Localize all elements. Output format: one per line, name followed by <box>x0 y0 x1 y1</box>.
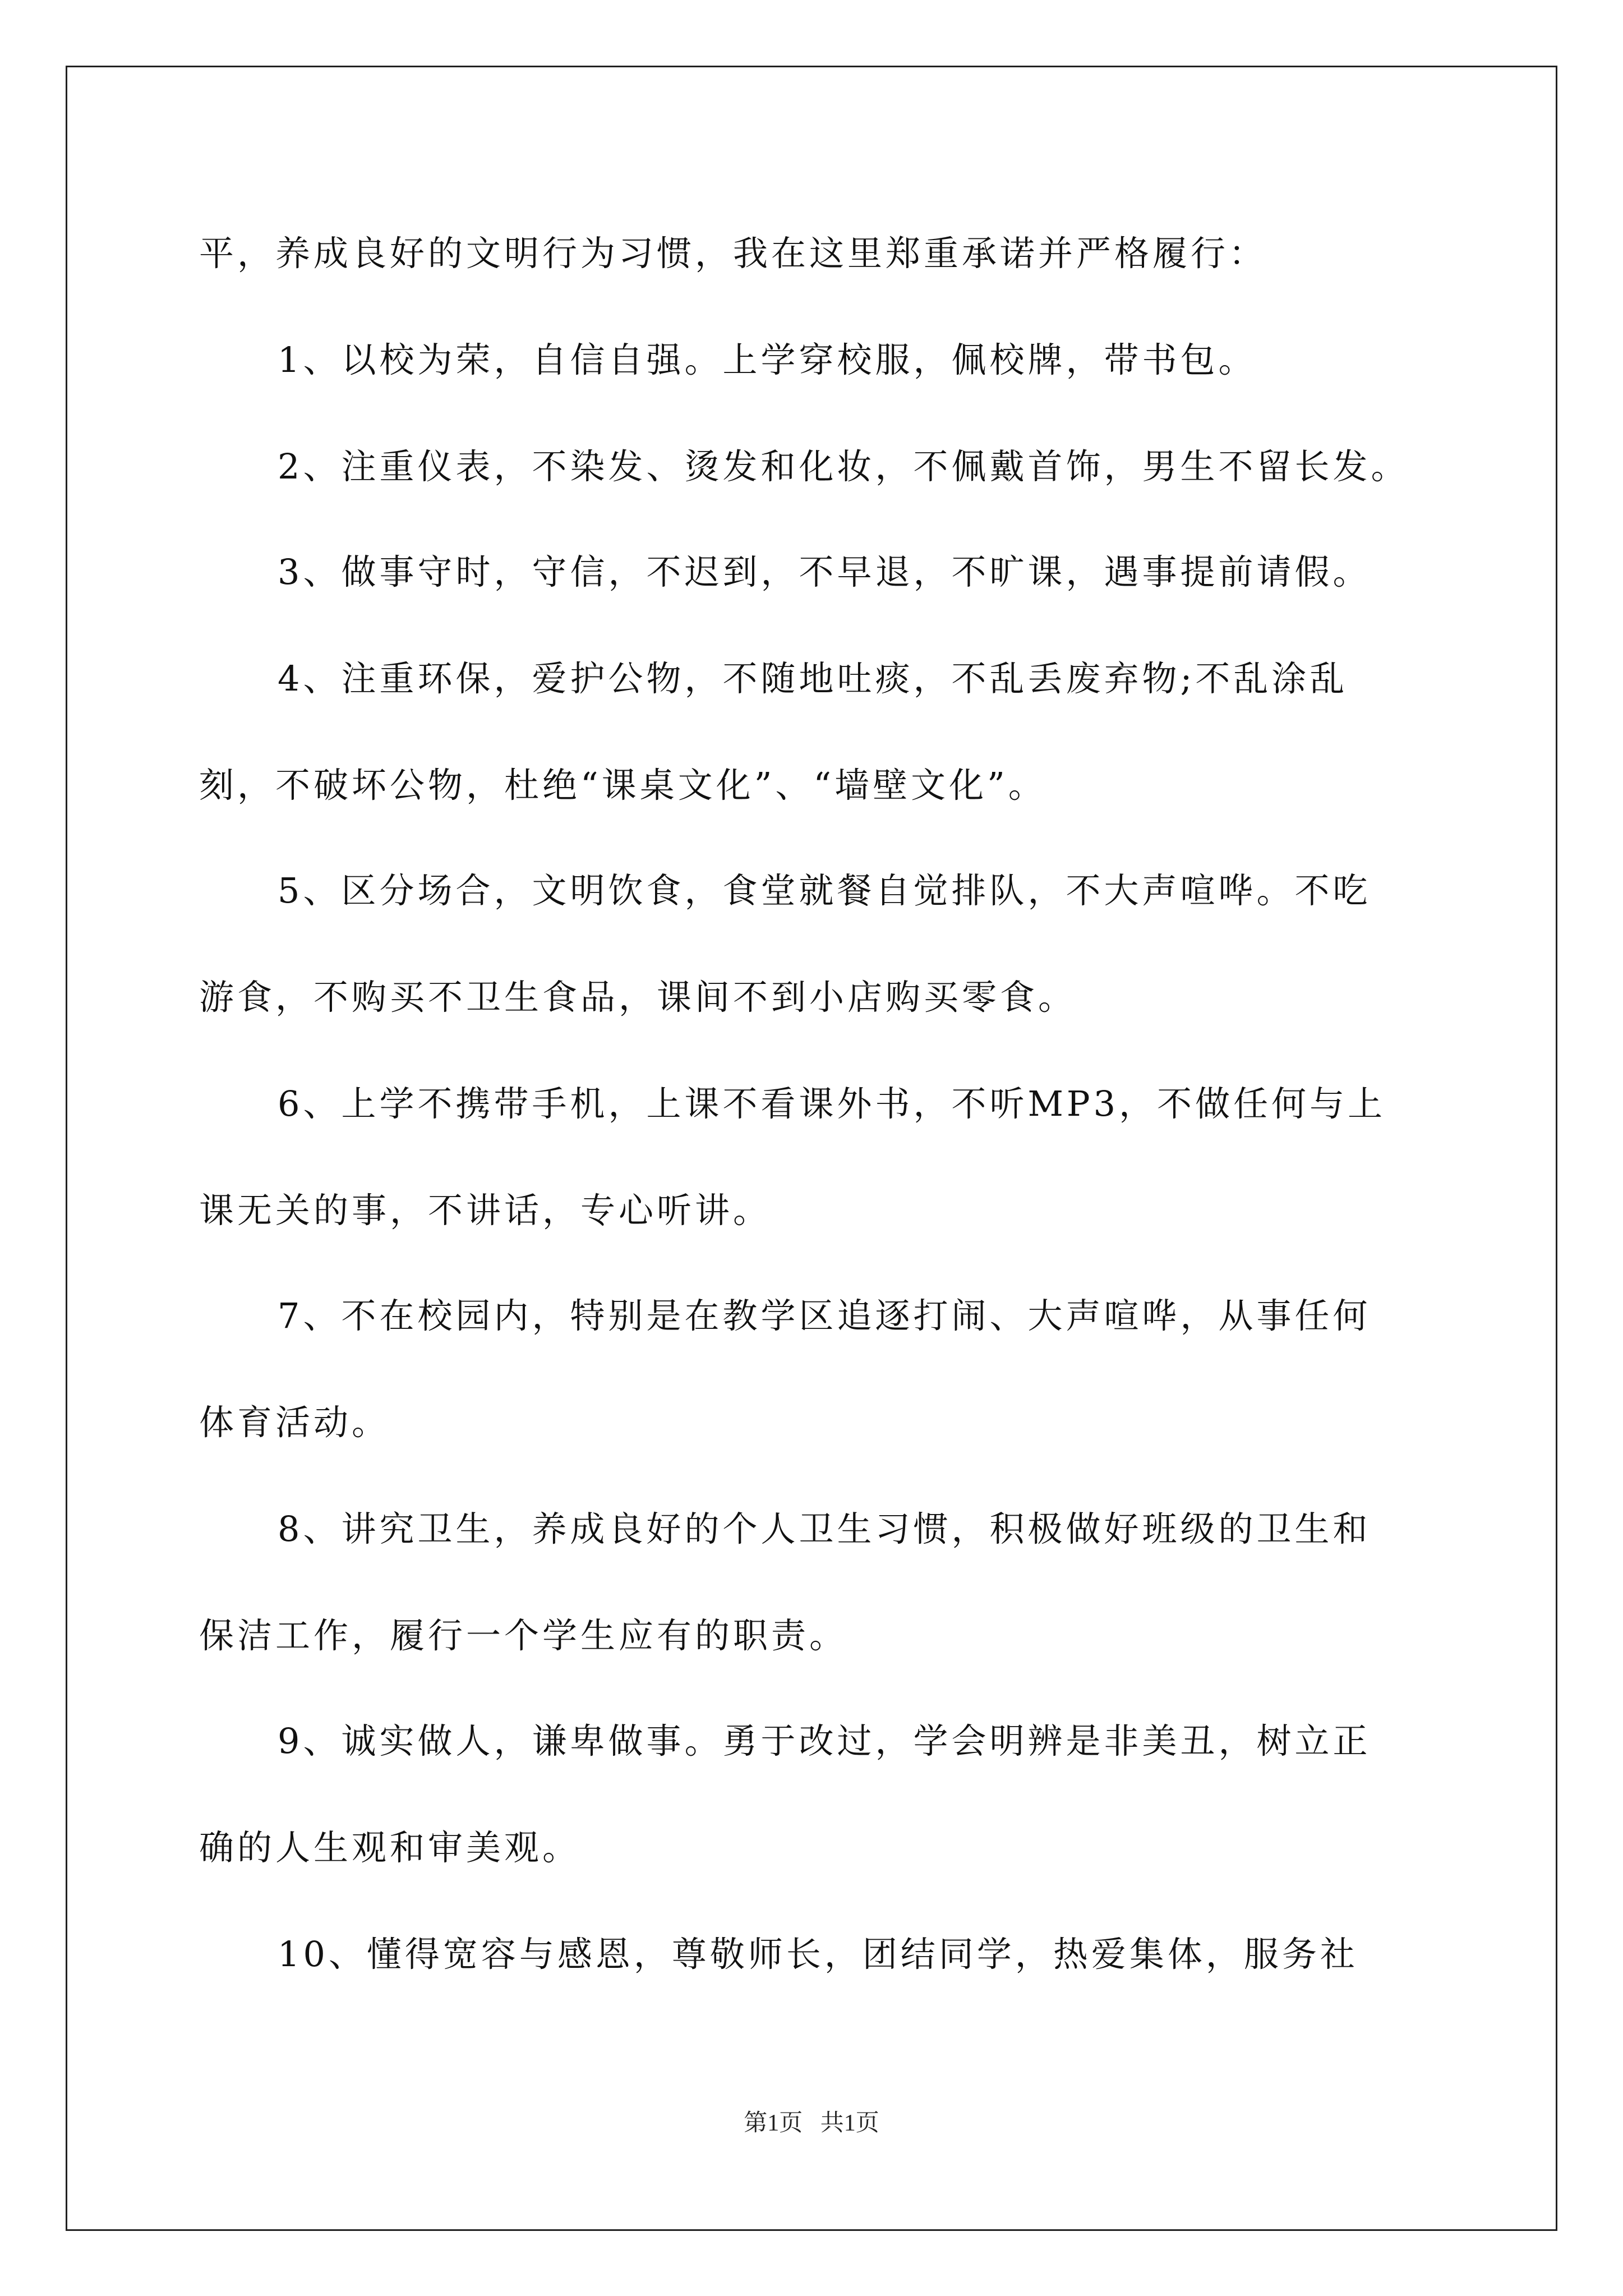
text-line-4: 3、做事守时，守信，不迟到，不早退，不旷课，遇事提前请假。 <box>278 551 1371 592</box>
text-line-17: 10、懂得宽容与感恩，尊敬师长，团结同学，热爱集体，服务社 <box>278 1934 1358 1975</box>
text-line-16: 确的人生观和审美观。 <box>199 1827 581 1868</box>
text-line-6: 刻，不破坏公物，杜绝“课桌文化”、“墙壁文化”。 <box>199 765 1046 806</box>
text-line-14: 保洁工作，履行一个学生应有的职责。 <box>199 1615 848 1656</box>
text-line-7: 5、区分场合，文明饮食，食堂就餐自觉排队，不大声喧哗。不吃 <box>278 870 1371 911</box>
text-line-8: 游食，不购买不卫生食品，课间不到小店购买零食。 <box>199 977 1077 1018</box>
page-footer: 第1页 共1页 <box>744 2110 879 2136</box>
page-border <box>66 66 1557 2231</box>
text-line-2: 1、以校为荣，自信自强。上学穿校服，佩校牌，带书包。 <box>278 339 1257 380</box>
text-line-3: 2、注重仪表，不染发、烫发和化妆，不佩戴首饰，男生不留长发。 <box>278 446 1409 487</box>
text-line-12: 体育活动。 <box>199 1402 390 1443</box>
text-line-1: 平，养成良好的文明行为习惯，我在这里郑重承诺并严格履行： <box>199 233 1267 274</box>
text-line-5: 4、注重环保，爱护公物，不随地吐痰，不乱丢废弃物;不乱涂乱 <box>278 658 1348 699</box>
text-line-15: 9、诚实做人，谦卑做事。勇于改过，学会明辨是非美丑，树立正 <box>278 1720 1371 1761</box>
text-line-9: 6、上学不携带手机，上课不看课外书，不听MP3，不做任何与上 <box>278 1083 1386 1124</box>
text-line-11: 7、不在校园内，特别是在教学区追逐打闹、大声喧哗，从事任何 <box>278 1295 1371 1336</box>
text-line-13: 8、讲究卫生，养成良好的个人卫生习惯，积极做好班级的卫生和 <box>278 1508 1371 1549</box>
text-line-10: 课无关的事，不讲话，专心听讲。 <box>199 1190 772 1231</box>
